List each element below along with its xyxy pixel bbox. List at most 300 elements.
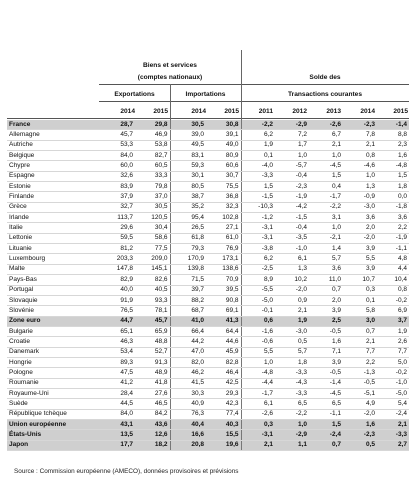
table-cell: 88,2 [170,295,206,305]
table-cell: 93,3 [135,295,170,305]
table-cell: 2,0 [309,295,343,305]
table-cell: -3,5 [275,233,309,243]
row-label: Hongrie [7,357,99,367]
table-cell: 0,7 [343,326,377,336]
table-cell: -3,1 [241,223,275,233]
year-exports-2015: 2015 [153,108,168,115]
table-row [7,378,409,388]
table-cell: 83,9 [99,182,135,192]
table-cell: 30,5 [170,120,206,130]
table-cell: 43,6 [135,419,170,429]
table-cell: -4,8 [377,161,409,171]
table-cell: 3,9 [309,306,343,316]
row-label: Pologne [7,368,99,378]
table-row [7,151,409,161]
table-cell: 12,6 [135,430,170,440]
table-cell: 0,3 [241,419,275,429]
table-cell: 5,5 [241,347,275,357]
table-cell: 1,9 [241,140,275,150]
table-cell: 76,5 [99,306,135,316]
table-cell: 61,8 [170,233,206,243]
row-label: Suède [7,399,99,409]
table-cell: -0,5 [343,378,377,388]
table-cell: -1,5 [241,192,275,202]
table-cell: -3,0 [275,326,309,336]
table-cell: -0,5 [309,368,343,378]
row-label: Belgique [7,151,99,161]
table-cell: -2,3 [343,430,377,440]
table-cell: -3,1 [241,430,275,440]
table-cell: 26,5 [170,223,206,233]
table-row [7,388,409,398]
row-label: Espagne [7,171,99,181]
table-cell: 170,9 [170,254,206,264]
table-cell: 0,1 [241,151,275,161]
table-cell: 5,4 [377,399,409,409]
table-cell: 2,5 [309,316,343,326]
table-cell: 1,5 [241,182,275,192]
table-cell: 48,8 [135,337,170,347]
table-cell: 46,2 [170,368,206,378]
table-cell: 6,2 [241,130,275,140]
table-cell: 95,4 [170,213,206,223]
year-imports-2015: 2015 [224,108,239,115]
table-cell: 70,9 [206,275,241,285]
table-cell: 10,7 [343,275,377,285]
table-row [7,430,409,440]
table-cell: 44,5 [99,399,135,409]
table-row [7,419,409,429]
table-cell: -2,0 [275,285,309,295]
table-cell: 120,5 [135,213,170,223]
table-cell: -2,3 [275,182,309,192]
header-rule-middle [99,101,409,102]
table-cell: 10,2 [275,275,309,285]
table-cell: 0,8 [377,285,409,295]
table-cell: 5,7 [275,347,309,357]
table-cell: 30,7 [206,171,241,181]
table-cell: 71,5 [170,275,206,285]
table-row [7,285,409,295]
table-cell: -0,4 [275,223,309,233]
table-cell: 11,0 [309,275,343,285]
table-cell: -3,3 [377,430,409,440]
table-cell: 3,9 [343,244,377,254]
table-cell: 7,2 [275,130,309,140]
table-cell: 16,6 [170,430,206,440]
table-cell: 4,4 [377,264,409,274]
table-cell: 0,9 [275,295,309,305]
table-cell: 10,4 [377,275,409,285]
table-cell: -1,4 [309,378,343,388]
table-cell: 2,7 [377,440,409,450]
row-label: Union européenne [7,419,99,429]
table-cell: 147,8 [99,264,135,274]
table-cell: -1,7 [309,192,343,202]
divider-exports-imports [170,84,171,120]
table-cell: 3,6 [377,213,409,223]
table-row [7,275,409,285]
table-cell: 41,8 [135,378,170,388]
row-label: Zone euro [7,316,99,326]
table-cell: 40,0 [99,285,135,295]
table-cell: -3,3 [241,171,275,181]
table-cell: 2,1 [309,140,343,150]
table-cell: 43,1 [99,419,135,429]
table-cell: 0,7 [309,440,343,450]
table-cell: 40,4 [170,419,206,429]
table-row [7,295,409,305]
table-cell: -3,3 [275,368,309,378]
table-cell: 37,9 [99,192,135,202]
table-cell: 82,6 [135,275,170,285]
table-row [7,440,409,450]
table-cell: -2,2 [275,409,309,419]
table-cell: 209,0 [135,254,170,264]
table-cell: 2,1 [343,140,377,150]
table-cell: 0,5 [275,337,309,347]
table-cell: 41,5 [170,378,206,388]
table-cell: 30,8 [206,120,241,130]
table-cell: 44,2 [170,337,206,347]
table-cell: 1,6 [309,337,343,347]
table-cell: -2,5 [241,264,275,274]
table-cell: 79,3 [170,244,206,254]
table-row [7,120,409,130]
table-cell: 68,7 [170,306,206,316]
table-cell: 45,7 [135,316,170,326]
table-cell: -0,6 [241,337,275,347]
table-cell: 3,0 [343,316,377,326]
table-row [7,347,409,357]
table-cell: 1,7 [275,140,309,150]
table-cell: 0,1 [343,295,377,305]
table-cell: 0,8 [343,151,377,161]
table-cell: 29,6 [99,223,135,233]
table-cell: 1,3 [343,182,377,192]
table-cell: 32,7 [99,202,135,212]
table-cell: -5,5 [241,285,275,295]
table-cell: -4,0 [241,161,275,171]
table-cell: 3,7 [377,316,409,326]
table-cell: 78,1 [135,306,170,316]
divider-goods-balance [241,50,242,120]
table-cell: 83,1 [170,151,206,161]
row-label: Chypre [7,161,99,171]
table-cell: 84,0 [99,151,135,161]
table-cell: -2,6 [241,409,275,419]
header-solde-des: Solde des [309,74,341,81]
table-cell: -1,6 [241,326,275,336]
row-label: États-Unis [7,430,99,440]
table-cell: 53,8 [135,140,170,150]
table-cell: -2,0 [343,409,377,419]
table-cell: 13,5 [99,430,135,440]
year-balance-2012: 2012 [292,108,307,115]
table-cell: -1,0 [275,244,309,254]
table-cell: 60,6 [206,161,241,171]
row-label: Slovénie [7,306,99,316]
table-row [7,326,409,336]
table-cell: 58,6 [135,233,170,243]
table-cell: 7,1 [309,347,343,357]
row-label: Lettonie [7,233,99,243]
table-cell: 82,9 [99,275,135,285]
table-cell: 69,1 [206,306,241,316]
table-cell: 32,3 [206,202,241,212]
table-cell: 41,3 [206,316,241,326]
row-label: Japon [7,440,99,450]
table-cell: 0,3 [343,285,377,295]
table-cell: 53,4 [99,347,135,357]
table-row [7,202,409,212]
year-exports-2014: 2014 [120,108,135,115]
table-cell: 4,8 [377,254,409,264]
table-cell: 1,0 [309,223,343,233]
table-cell: 6,7 [309,130,343,140]
header-biens-services: Biens et services [143,62,197,69]
table-cell: 91,9 [99,295,135,305]
table-cell: 65,1 [99,326,135,336]
table-cell: 139,8 [170,264,206,274]
table-row [7,213,409,223]
table-cell: 64,4 [206,326,241,336]
table-cell: 48,9 [135,368,170,378]
table-cell: 45,9 [206,347,241,357]
table-row [7,171,409,181]
row-label: Roumanie [7,378,99,388]
row-label: Pays-Bas [7,275,99,285]
data-table [7,120,409,451]
table-cell: 52,7 [135,347,170,357]
row-label: Portugal [7,285,99,295]
row-label: Danemark [7,347,99,357]
table-row [7,306,409,316]
table-cell: 27,6 [135,388,170,398]
table-cell: -5,7 [275,161,309,171]
table-cell: 47,0 [170,347,206,357]
table-cell: 76,3 [170,409,206,419]
table-cell: 5,8 [343,306,377,316]
table-cell: 173,1 [206,254,241,264]
row-label: Croatie [7,337,99,347]
table-cell: 1,9 [377,326,409,336]
table-cell: 77,4 [206,409,241,419]
table-cell: 76,9 [206,244,241,254]
table-cell: -4,5 [309,388,343,398]
table-cell: -5,0 [377,388,409,398]
table-cell: 44,7 [99,316,135,326]
table-row [7,316,409,326]
row-label: Luxembourg [7,254,99,264]
table-cell: 79,8 [135,182,170,192]
table-cell: 0,5 [343,440,377,450]
header-comptes-nationaux: (comptes nationaux) [137,74,203,81]
row-label: Slovaquie [7,295,99,305]
table-cell: 44,6 [206,337,241,347]
table-cell: 66,4 [170,326,206,336]
table-cell: 3,1 [309,213,343,223]
table-cell: 89,3 [99,357,135,367]
table-row [7,233,409,243]
table-cell: 138,6 [206,264,241,274]
table-cell: 1,8 [275,357,309,367]
table-cell: 2,2 [343,357,377,367]
table-row [7,409,409,419]
table-row [7,357,409,367]
table-cell: 37,0 [135,192,170,202]
table-cell: 6,5 [309,399,343,409]
table-cell: 29,8 [135,120,170,130]
table-cell: 0,0 [377,192,409,202]
row-label: Grèce [7,202,99,212]
table-cell: 19,6 [206,440,241,450]
table-cell: -3,3 [275,388,309,398]
table-cell: 82,8 [206,357,241,367]
table-cell: 81,2 [99,244,135,254]
row-label: Royaume-Uni [7,388,99,398]
table-cell: -0,4 [275,171,309,181]
table-row [7,130,409,140]
year-balance-2015: 2015 [393,108,408,115]
table-row [7,244,409,254]
table-cell: -4,8 [241,368,275,378]
table-row [7,368,409,378]
table-cell: 0,6 [241,316,275,326]
table-cell: 15,5 [206,430,241,440]
table-cell: -1,7 [241,388,275,398]
row-label: Italie [7,223,99,233]
table-cell: 5,0 [377,357,409,367]
table-cell: 203,3 [99,254,135,264]
table-cell: 3,6 [309,264,343,274]
table-cell: 41,2 [99,378,135,388]
table-cell: 42,3 [206,399,241,409]
header-rule-top [99,84,409,85]
row-label: Estonie [7,182,99,192]
table-cell: 59,5 [99,233,135,243]
table-cell: -0,1 [241,306,275,316]
table-cell: 84,0 [99,409,135,419]
table-cell: 42,5 [206,378,241,388]
table-cell: 90,8 [206,295,241,305]
table-cell: -0,9 [343,192,377,202]
source-note: Source : Commission européenne (AMECO), données provisoires et prévisions [14,468,239,475]
table-cell: 6,1 [241,399,275,409]
table-cell: 1,0 [275,151,309,161]
table-cell: 53,3 [99,140,135,150]
table-cell: 3,6 [343,213,377,223]
year-balance-2011: 2011 [258,108,273,115]
table-cell: 6,5 [275,399,309,409]
table-cell: 32,6 [99,171,135,181]
table-cell: 47,5 [99,368,135,378]
table-cell: 4,9 [343,399,377,409]
table-cell: 18,2 [135,440,170,450]
table-cell: 36,8 [206,192,241,202]
table-row [7,337,409,347]
row-label: Autriche [7,140,99,150]
table-cell: -1,0 [377,378,409,388]
table-cell: 39,5 [206,285,241,295]
year-balance-2014: 2014 [360,108,375,115]
table-cell: -3,0 [343,202,377,212]
table-cell: 91,3 [135,357,170,367]
table-cell: 27,1 [206,223,241,233]
table-cell: 102,8 [206,213,241,223]
table-cell: 2,1 [377,419,409,429]
table-cell: 8,8 [377,130,409,140]
table-cell: -2,4 [377,409,409,419]
table-cell: 1,6 [343,419,377,429]
table-cell: 39,7 [170,285,206,295]
table-cell: -3,1 [241,233,275,243]
table-cell: 59,3 [170,161,206,171]
table-cell: 5,5 [343,254,377,264]
table-cell: 41,0 [170,316,206,326]
table-cell: 6,1 [275,254,309,264]
table-cell: 82,0 [170,357,206,367]
table-cell: 33,3 [135,171,170,181]
row-label: France [7,120,99,130]
row-label: Allemagne [7,130,99,140]
table-cell: 1,4 [309,244,343,254]
table-cell: 2,1 [241,440,275,450]
table-row [7,399,409,409]
table-row [7,192,409,202]
table-cell: 17,7 [99,440,135,450]
row-label: Finlande [7,192,99,202]
table-cell: 80,9 [206,151,241,161]
table-cell: 39,0 [170,130,206,140]
table-row [7,254,409,264]
table-cell: 6,2 [241,254,275,264]
header-importations: Importations [185,91,226,98]
table-cell: 30,3 [170,388,206,398]
table-cell: 0,7 [309,285,343,295]
table-cell: 3,9 [343,264,377,274]
table-cell: -1,3 [343,368,377,378]
table-row [7,161,409,171]
table-cell: -3,8 [241,244,275,254]
table-cell: -2,4 [309,430,343,440]
year-imports-2014: 2014 [191,108,206,115]
year-balance-2013: 2013 [326,108,341,115]
table-cell: 60,5 [135,161,170,171]
table-cell: 77,5 [135,244,170,254]
table-cell: 60,0 [99,161,135,171]
row-label: Lituanie [7,244,99,254]
table-cell: 46,5 [135,399,170,409]
table-cell: 30,4 [135,223,170,233]
table-cell: 49,0 [206,140,241,150]
table-cell: -1,2 [241,213,275,223]
table-cell: 35,2 [170,202,206,212]
table-cell: 8,9 [241,275,275,285]
table-cell: 28,4 [99,388,135,398]
table-cell: -1,9 [275,192,309,202]
table-cell: 61,0 [206,233,241,243]
table-cell: 2,0 [343,223,377,233]
table-row [7,182,409,192]
table-cell: -1,9 [377,233,409,243]
table-cell: 28,7 [99,120,135,130]
table-cell: 38,7 [170,192,206,202]
table-cell: 7,7 [377,347,409,357]
row-label: Malte [7,264,99,274]
table-cell: -2,1 [309,233,343,243]
table-cell: 1,0 [343,171,377,181]
